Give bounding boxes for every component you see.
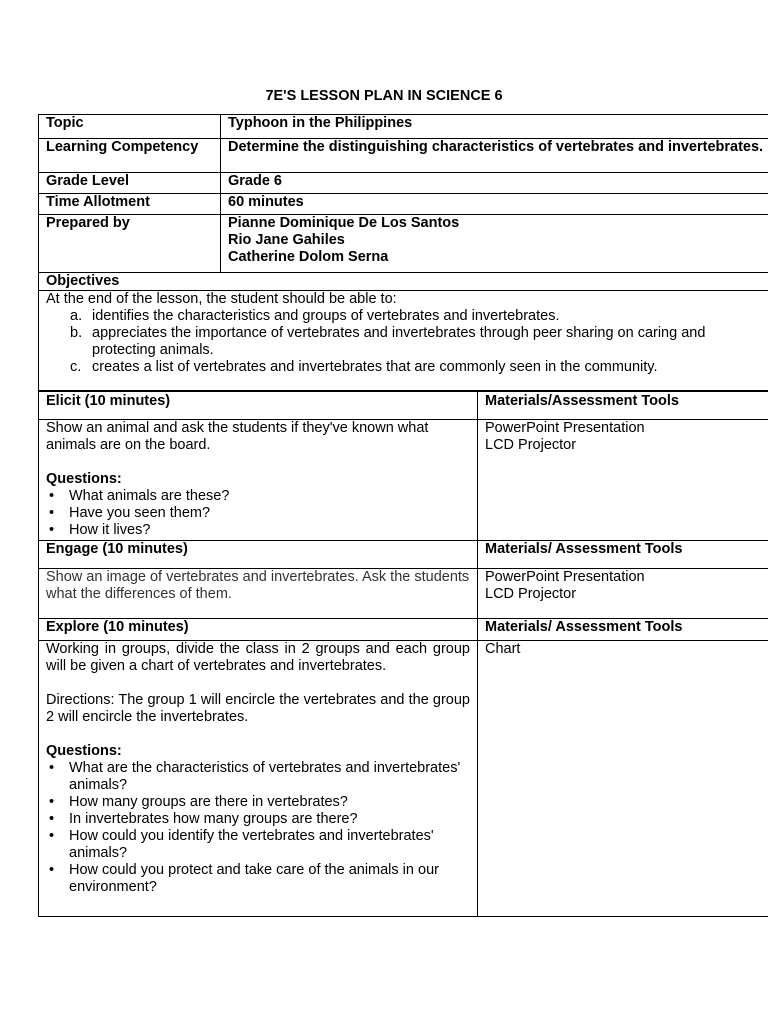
question-item: • What are the characteristics of vertebrates and invertebrates' animals? bbox=[69, 760, 470, 794]
question-item: • How could you protect and take care of the animals in our environment? bbox=[69, 862, 470, 896]
info-value: Typhoon in the Philippines bbox=[221, 115, 768, 139]
engage-text: Show an image of vertebrates and invertebrates. Ask the students what the differences of them. bbox=[46, 569, 470, 602]
elicit-content-row bbox=[39, 420, 768, 541]
info-value: 60 minutes bbox=[221, 194, 768, 215]
info-label: Time Allotment bbox=[39, 194, 221, 215]
elicit-heading: Elicit (10 minutes) bbox=[39, 392, 478, 420]
question-item: • How could you identify the vertebrates and invertebrates' animals? bbox=[69, 828, 470, 862]
elicit-questions bbox=[46, 488, 470, 539]
activities-table bbox=[38, 391, 768, 917]
explore-materials-heading: Materials/ Assessment Tools bbox=[478, 619, 768, 641]
elicit-heading-row bbox=[39, 392, 768, 420]
info-value bbox=[221, 215, 768, 273]
material-item: PowerPoint Presentation bbox=[485, 569, 645, 585]
elicit-procedure bbox=[39, 420, 478, 541]
info-row-competency bbox=[39, 139, 768, 173]
info-value: Grade 6 bbox=[221, 173, 768, 194]
explore-text: Working in groups, divide the class in 2 groups and each group will be given a chart of vertebrates and invertebrates. bbox=[46, 641, 470, 674]
info-row-grade bbox=[39, 173, 768, 194]
question-item: • In invertebrates how many groups are there? bbox=[69, 811, 470, 828]
question-item: • How it lives? bbox=[69, 522, 470, 539]
material-item: PowerPoint Presentation bbox=[485, 420, 645, 436]
engage-materials-heading: Materials/ Assessment Tools bbox=[478, 541, 768, 569]
info-row-topic bbox=[39, 115, 768, 139]
explore-heading: Explore (10 minutes) bbox=[39, 619, 478, 641]
info-row-prepared bbox=[39, 215, 768, 273]
preparer-name: Catherine Dolom Serna bbox=[228, 249, 389, 265]
objectives-intro: At the end of the lesson, the student should be able to: bbox=[46, 291, 397, 307]
preparer-name: Rio Jane Gahiles bbox=[228, 232, 345, 248]
question-item: • Have you seen them? bbox=[69, 505, 470, 522]
explore-questions bbox=[46, 760, 470, 896]
objective-item: c. creates a list of vertebrates and invertebrates that are commonly seen in the community. bbox=[70, 359, 658, 375]
objective-item: a. identifies the characteristics and groups of vertebrates and invertebrates. bbox=[70, 308, 560, 324]
material-item: LCD Projector bbox=[485, 437, 577, 453]
material-item: Chart bbox=[485, 641, 521, 657]
objective-item: b. appreciates the importance of vertebrates and invertebrates through peer sharing on caring and protecting animals. bbox=[70, 325, 706, 358]
info-label: Topic bbox=[39, 115, 221, 139]
elicit-questions-label: Questions: bbox=[46, 471, 122, 487]
info-label: Prepared by bbox=[39, 215, 221, 273]
objectives-content bbox=[39, 291, 768, 391]
info-row-time bbox=[39, 194, 768, 215]
objectives-row bbox=[39, 291, 768, 391]
lesson-info-table bbox=[38, 114, 768, 391]
objectives-list bbox=[46, 308, 768, 376]
preparer-name: Pianne Dominique De Los Santos bbox=[228, 215, 460, 231]
engage-heading: Engage (10 minutes) bbox=[39, 541, 478, 569]
explore-materials bbox=[478, 641, 768, 917]
info-label: Grade Level bbox=[39, 173, 221, 194]
elicit-materials bbox=[478, 420, 768, 541]
objectives-heading: Objectives bbox=[39, 273, 768, 291]
question-item: • What animals are these? bbox=[69, 488, 470, 505]
engage-heading-row bbox=[39, 541, 768, 569]
document-title: 7E'S LESSON PLAN IN SCIENCE 6 bbox=[265, 88, 503, 104]
elicit-materials-heading: Materials/Assessment Tools bbox=[478, 392, 768, 420]
info-value: Determine the distinguishing characteristics of vertebrates and invertebrates. bbox=[221, 139, 768, 173]
material-item: LCD Projector bbox=[485, 586, 577, 602]
engage-materials bbox=[478, 569, 768, 619]
explore-questions-label: Questions: bbox=[46, 743, 122, 759]
engage-content-row bbox=[39, 569, 768, 619]
explore-procedure bbox=[39, 641, 478, 917]
question-item: • How many groups are there in vertebrates? bbox=[69, 794, 470, 811]
objectives-heading-row bbox=[39, 273, 768, 291]
explore-content-row bbox=[39, 641, 768, 917]
explore-heading-row bbox=[39, 619, 768, 641]
elicit-text: Show an animal and ask the students if they've known what animals are on the board. bbox=[46, 420, 429, 453]
info-label: Learning Competency bbox=[39, 139, 221, 173]
engage-procedure bbox=[39, 569, 478, 619]
explore-directions: Directions: The group 1 will encircle the vertebrates and the group 2 will encircle the invertebrates. bbox=[46, 692, 470, 725]
